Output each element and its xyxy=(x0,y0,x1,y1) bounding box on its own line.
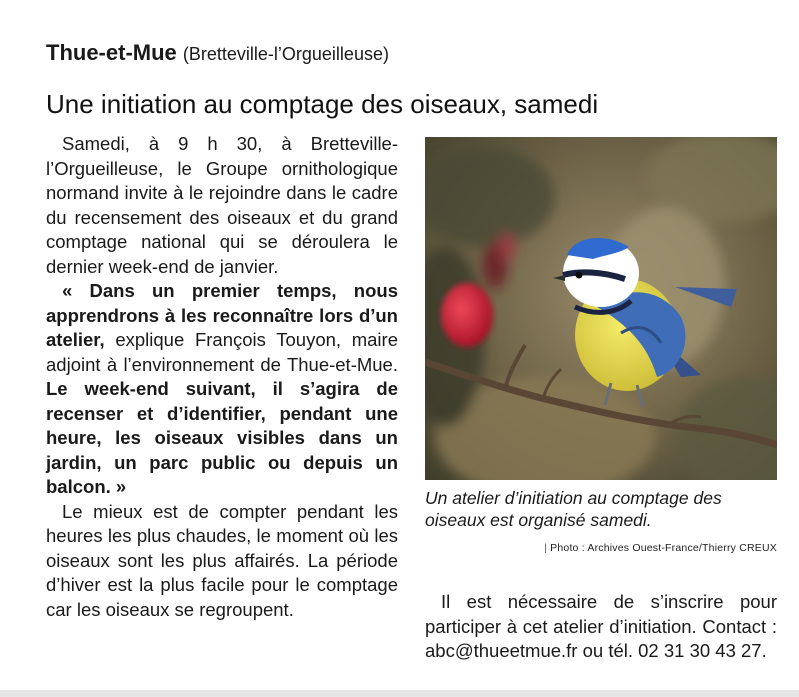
paragraph-quote xyxy=(46,279,398,500)
paragraph-contact: Il est nécessaire de s’inscrire pour participer à cet atelier d’initiation. Contact : abc@thueetmue.fr ou tél. 02 31 30 43 27. xyxy=(425,591,777,661)
quote-part-2: Le week-end suivant, il s’agira de recenser et d’identifier, pendant une heure, les oiseaux visibles dans un jardin, un parc public ou depuis un balcon. » xyxy=(46,378,398,497)
kicker-town: Thue-et-Mue xyxy=(46,40,177,65)
quote-part-1: « Dans un premier temps, nous apprendrons à les reconnaître lors d’un atelier, xyxy=(46,280,398,350)
paragraph-intro: Samedi, à 9 h 30, à Bretteville-l’Orgueilleuse, le Groupe ornithologique normand invite à le rejoindre dans le cadre du recensement des oiseaux et du grand comptage national qui se déroulera le dernier week-end de janvier. xyxy=(46,133,398,277)
credit-text: Photo : Archives Ouest-France/Thierry CREUX xyxy=(550,542,777,554)
credit-separator: | xyxy=(544,542,548,554)
article-body-right xyxy=(425,590,777,664)
page-bottom-divider xyxy=(0,690,799,697)
blue-tit-photo xyxy=(425,137,777,480)
kicker-locality: (Bretteville-l’Orgueilleuse) xyxy=(182,44,389,64)
photo-caption: Un atelier d’initiation au comptage des oiseaux est organisé samedi. xyxy=(425,488,722,530)
quote-attribution: explique François Touyon, maire adjoint à l’environnement de Thue-et-Mue. xyxy=(46,329,398,375)
photo-credit xyxy=(425,542,777,554)
article-body-left xyxy=(46,132,398,622)
article-kicker xyxy=(46,40,389,67)
paragraph-advice: Le mieux est de compter pendant les heures les plus chaudes, le moment où les oiseaux sont les plus affairés. La période d’hiver est la plus facile pour le comptage car les oiseaux se regroupent. xyxy=(46,500,398,620)
article-headline: Une initiation au comptage des oiseaux, samedi xyxy=(46,89,599,119)
